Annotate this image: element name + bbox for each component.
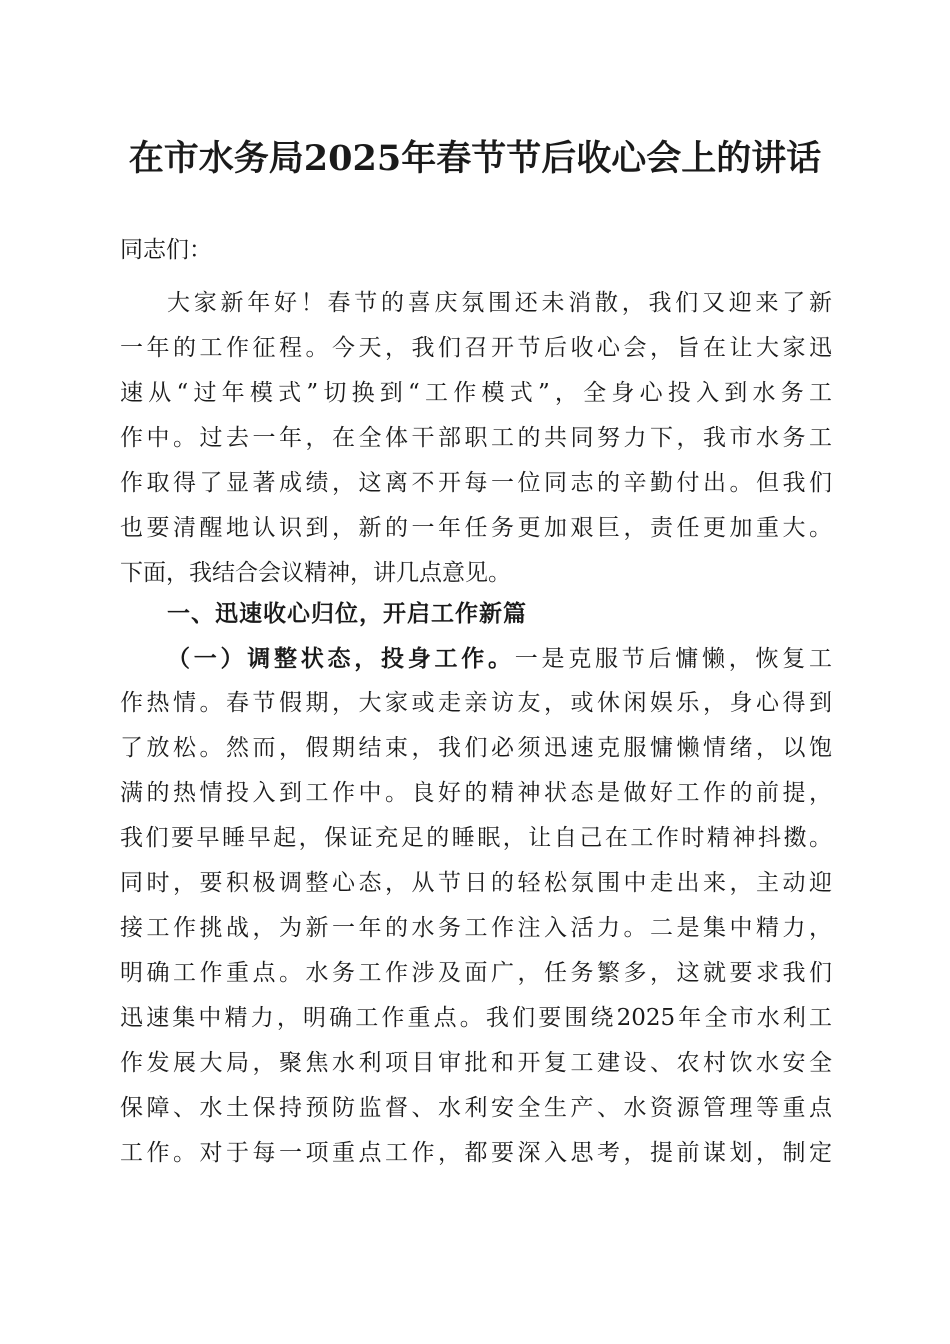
text-line: 同时，要积极调整心态，从节日的轻松氛围中走出来，主动迎 xyxy=(120,870,832,896)
section-heading xyxy=(120,592,832,637)
text-line: 大家新年好！春节的喜庆氛围还未消散，我们又迎来了新 xyxy=(167,290,832,316)
subheading-text: （一）调整状态，投身工作。 xyxy=(167,645,515,672)
paragraph-section1-1 xyxy=(120,636,832,1176)
text-line: 下面，我结合会议精神，讲几点意见。 xyxy=(120,560,511,586)
text-line-remainder: 一是克服节后慵懒，恢复工 xyxy=(514,646,832,672)
paragraph-intro xyxy=(120,281,832,596)
text-line: 作发展大局，聚焦水利项目审批和开复工建设、农村饮水安全 xyxy=(120,1050,832,1076)
text-line: 作热情。春节假期，大家或走亲访友，或休闲娱乐，身心得到 xyxy=(120,690,832,716)
text-line: 了放松。然而，假期结束，我们必须迅速克服慵懒情绪，以饱 xyxy=(120,735,832,761)
text-line: 一年的工作征程。今天，我们召开节后收心会，旨在让大家迅 xyxy=(120,335,832,361)
text-line: 也要清醒地认识到，新的一年任务更加艰巨，责任更加重大。 xyxy=(120,515,832,541)
text-line: 工作。对于每一项重点工作，都要深入思考，提前谋划，制定 xyxy=(120,1140,832,1166)
text-line: 迅速集中精力，明确工作重点。我们要围绕2025年全市水利工 xyxy=(120,1005,832,1031)
salutation: 同志们： xyxy=(120,237,212,263)
text-line: 保障、水土保持预防监督、水利安全生产、水资源管理等重点 xyxy=(120,1095,832,1121)
section-heading-text: 一、迅速收心归位，开启工作新篇 xyxy=(167,601,527,627)
text-line: 我们要早睡早起，保证充足的睡眠，让自己在工作时精神抖擞。 xyxy=(120,825,832,851)
text-line: 速从“过年模式”切换到“工作模式”，全身心投入到水务工 xyxy=(120,380,832,406)
text-line: 接工作挑战，为新一年的水务工作注入活力。二是集中精力， xyxy=(120,915,832,941)
text-line: 作中。过去一年，在全体干部职工的共同努力下，我市水务工 xyxy=(120,425,832,451)
text-line xyxy=(120,636,832,681)
text-line: 明确工作重点。水务工作涉及面广，任务繁多，这就要求我们 xyxy=(120,960,832,986)
text-line: 满的热情投入到工作中。良好的精神状态是做好工作的前提， xyxy=(120,780,832,806)
document-title: 在市水务局2025年春节节后收心会上的讲话 xyxy=(128,138,822,179)
text-line: 作取得了显著成绩，这离不开每一位同志的辛勤付出。但我们 xyxy=(120,470,832,496)
